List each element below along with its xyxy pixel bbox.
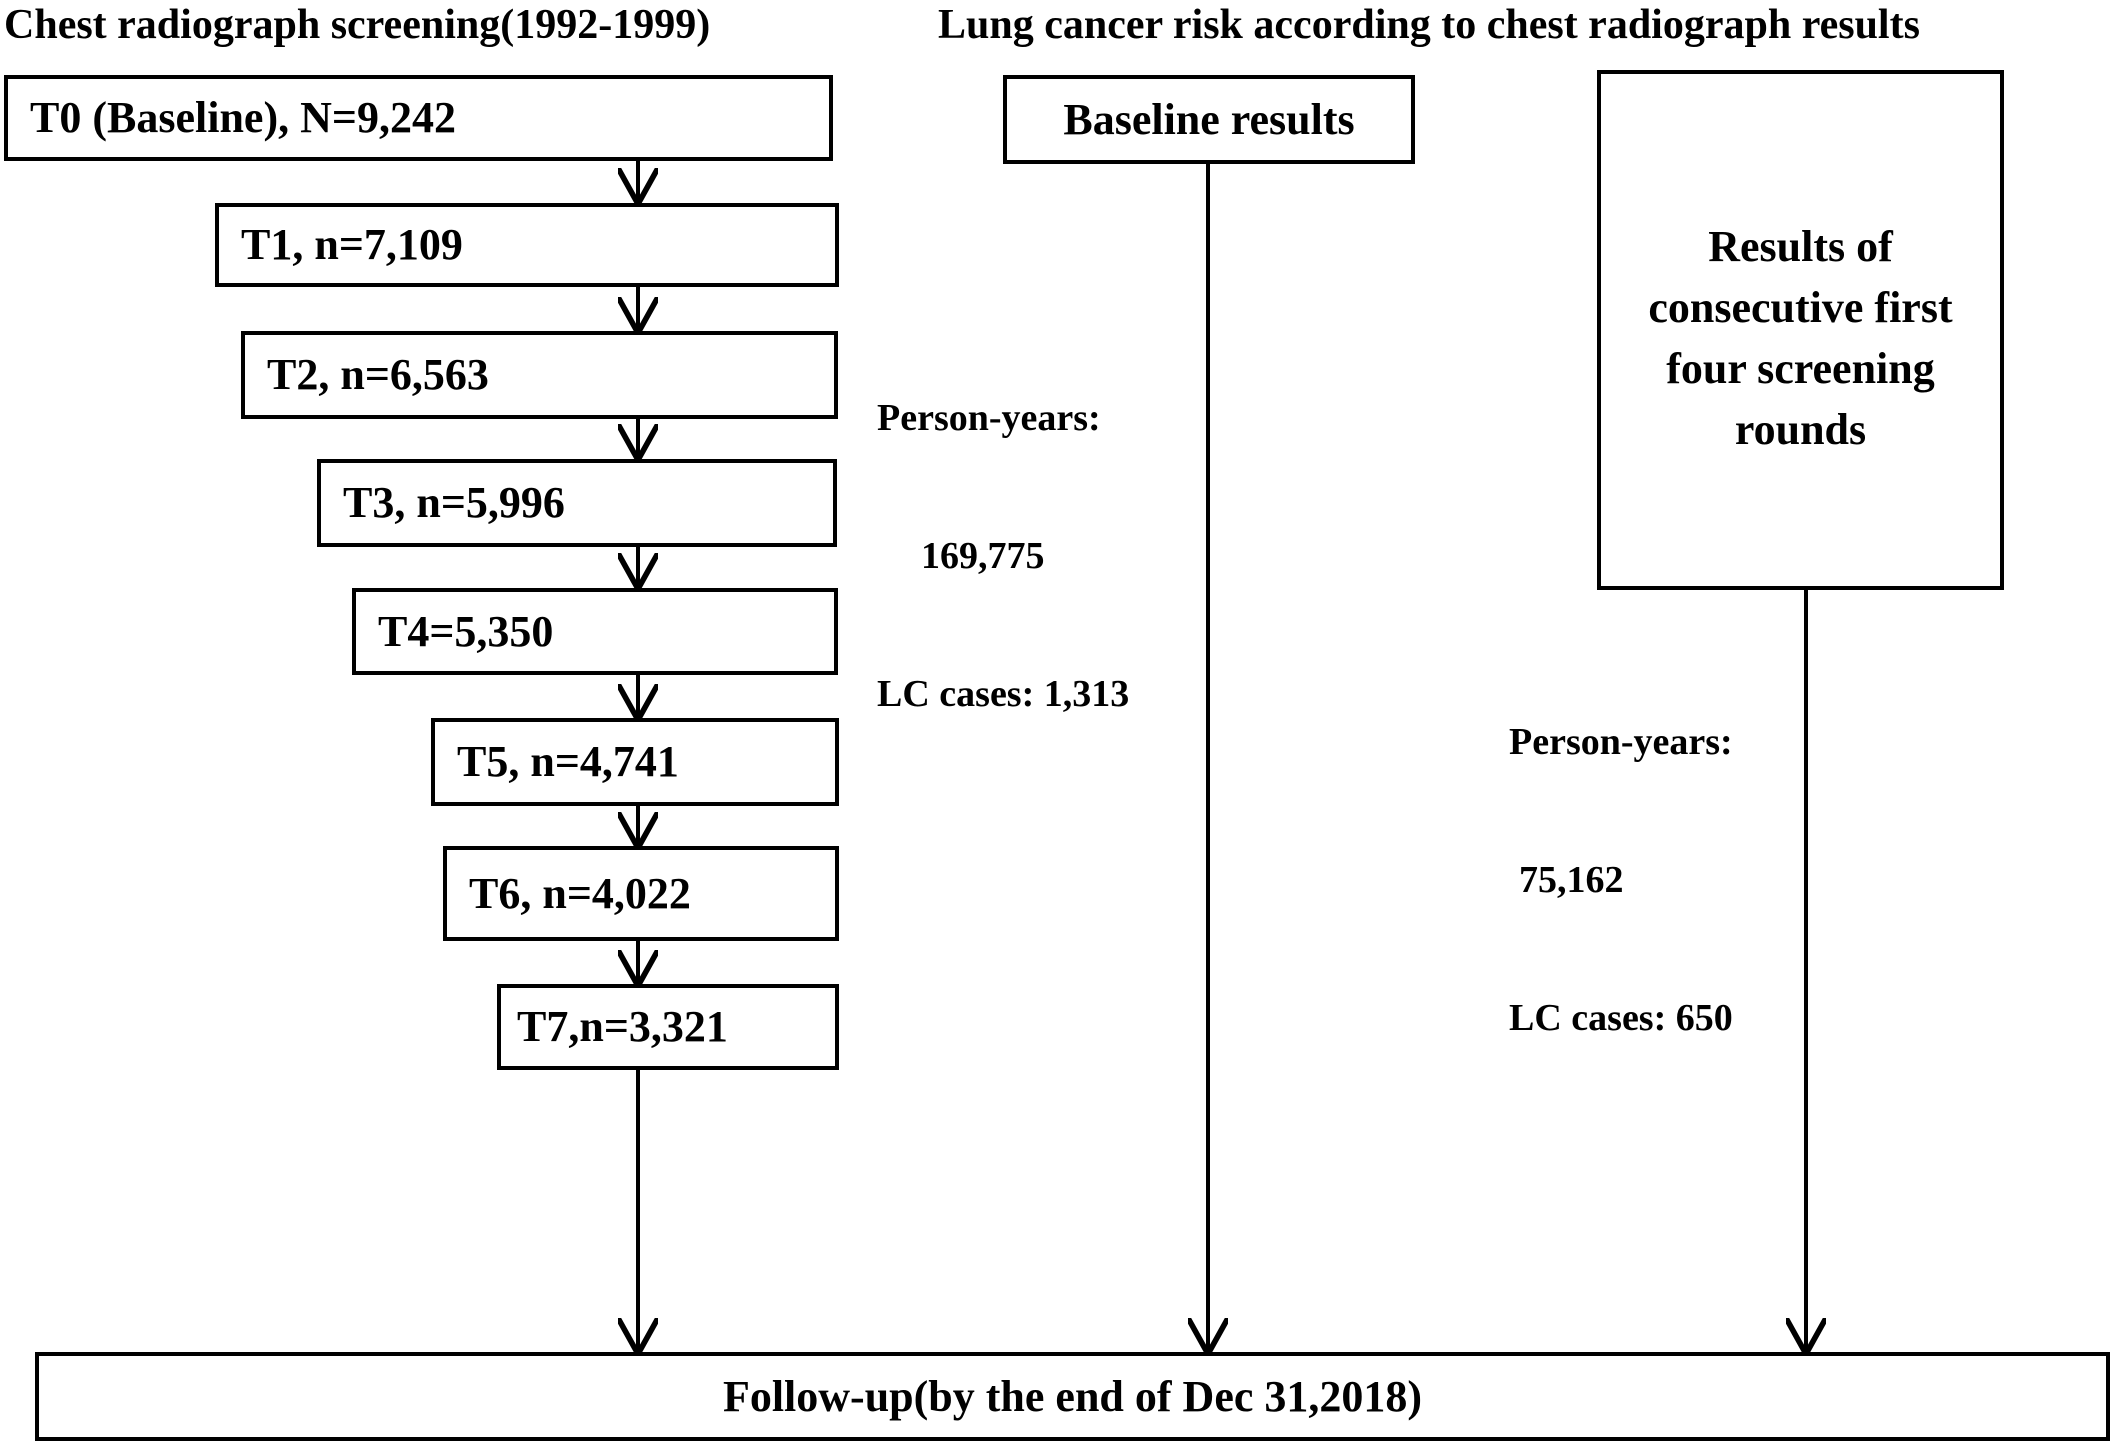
round-label-t3: T3, n=5,996 [343,478,565,527]
baseline-person-years-value: 169,775 [921,535,1045,577]
round-label-t6: T6, n=4,022 [469,868,691,918]
right-title: Lung cancer risk according to chest radiograph results [938,2,1920,48]
baseline-person-years-label: Person-years: [877,397,1101,439]
consecutive-person-years-label: Person-years: [1509,721,1733,763]
consecutive-line-3: four screening [1666,344,1935,393]
round-box-t1 [215,203,839,287]
consecutive-person-years-value: 75,162 [1519,859,1624,901]
round-box-t3 [317,459,837,547]
round-label-t5: T5, n=4,741 [457,737,679,786]
round-label-t7: T7,n=3,321 [517,1002,728,1051]
baseline-results-box [1003,75,1415,164]
round-label-t2: T2, n=6,563 [267,350,489,399]
followup-label: Follow-up(by the end of Dec 31,2018) [722,1371,1423,1421]
consecutive-rounds-box [1597,70,2004,590]
followup-box [35,1352,2110,1441]
consecutive-line-1: Results of [1708,222,1893,271]
round-label-t4: T4=5,350 [378,606,554,656]
consecutive-stats-note [1509,627,1799,1087]
round-box-t7 [497,984,839,1070]
round-label-t1: T1, n=7,109 [241,220,463,269]
round-box-t2 [241,331,838,419]
round-box-t6 [443,846,839,941]
baseline-results-label: Baseline results [1063,94,1355,144]
baseline-stats-note [877,303,1207,763]
round-label-t0: T0 (Baseline), N=9,242 [30,93,456,142]
consecutive-line-2: consecutive first [1648,283,1953,332]
round-box-t0 [4,75,833,161]
left-title: Chest radiograph screening(1992-1999) [4,2,711,48]
round-box-t5 [431,718,839,806]
consecutive-line-4: rounds [1734,405,1867,454]
consecutive-lc-cases: LC cases: 650 [1509,997,1733,1039]
baseline-lc-cases: LC cases: 1,313 [877,673,1130,715]
round-box-t4 [352,588,838,675]
